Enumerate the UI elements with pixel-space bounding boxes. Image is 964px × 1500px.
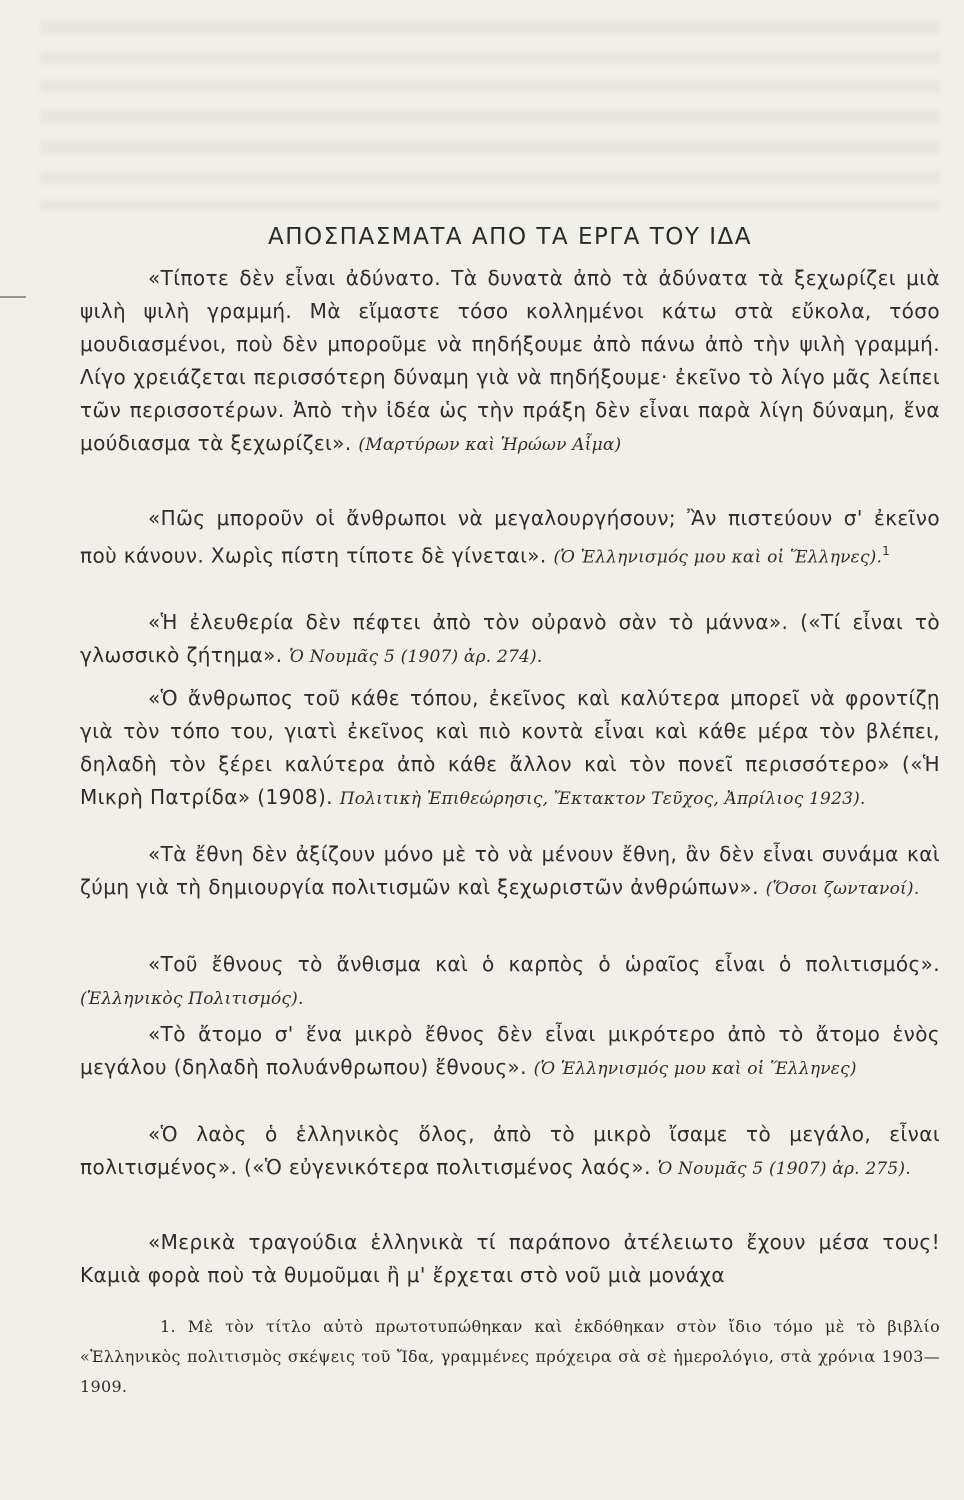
- paragraph-citation: (Ὅσοι ζωντανοί).: [765, 879, 920, 899]
- paragraph-5: [80, 838, 940, 906]
- paragraph-citation: (Ἑλληνικὸς Πολιτισμός).: [80, 989, 304, 1009]
- paragraph-citation: Ὁ Νουμᾶς 5 (1907) ἀρ. 275).: [657, 1159, 911, 1179]
- paragraph-7: [80, 1018, 940, 1086]
- paragraph-citation: Ὁ Νουμᾶς 5 (1907) ἀρ. 274).: [289, 647, 543, 667]
- paragraph-text: «Ὁ λαὸς ὁ ἑλληνικὸς ὅλος, ἀπὸ τὸ μικρὸ ἴσαμε τὸ μεγάλο, εἶναι πολιτισμένος». («Ὁ εὐγενικότερα πολιτισμένος λαός».: [80, 1122, 940, 1179]
- paragraph-6: [80, 948, 940, 1016]
- paragraph-citation: (Ὁ Ἑλληνισμός μου καὶ οἱ Ἕλληνες): [533, 1059, 857, 1079]
- paragraph-text: «Ἡ ἐλευθερία δὲν πέφτει ἀπὸ τὸν οὐρανὸ σὰν τὸ μάννα». («Τί εἶναι τὸ γλωσσικὸ ζήτημα».: [80, 610, 940, 667]
- page-title: ΑΠΟΣΠΑΣΜΑΤΑ ΑΠΟ ΤΑ ΕΡΓΑ ΤΟΥ ΙΔΑ: [268, 224, 752, 250]
- paragraph-8: [80, 1118, 940, 1186]
- paragraph-9: [80, 1226, 940, 1292]
- paragraph-text: «Ὁ ἄνθρωπος τοῦ κάθε τόπου, ἐκεῖνος καὶ καλύτερα μπορεῖ νὰ φροντίζῃ γιὰ τὸν τόπο του, γιατὶ ἐκεῖνος καὶ πιὸ κοντὰ εἶναι καὶ κάθε μέρα τὸν βλέπει, δηλαδὴ τὸν ξέρει καλύτερα ἀπὸ κάθε ἄλλον καὶ τὸν πονεῖ περισσότερο» («Ἡ Μικρὴ Πατρίδα» (1908).: [80, 686, 940, 809]
- paragraph-3: [80, 606, 940, 674]
- paragraph-text: «Τὸ ἄτομο σ' ἕνα μικρὸ ἔθνος δὲν εἶναι μικρότερο ἀπὸ τὸ ἄτομο ἑνὸς μεγάλου (δηλαδὴ πολυάνθρωπου) ἔθνους».: [80, 1022, 940, 1079]
- bleed-through-text: [40, 20, 940, 210]
- footnote: 1. Μὲ τὸν τίτλο αὐτὸ πρωτοτυπώθηκαν καὶ ἐκδόθηκαν στὸν ἴδιο τόμο μὲ τὸ βιβλίο «Ἑλληνικὸς πολιτισμὸς σκέψεις τοῦ Ἴδα, γραμμένες πρόχειρα σὰ σὲ ἡμερολόγιο, στὰ χρόνια 1903—1909.: [80, 1317, 940, 1396]
- paragraph-citation: (Ὁ Ἑλληνισμός μου καὶ οἱ Ἕλληνες).: [553, 547, 883, 568]
- paragraph-text: «Μερικὰ τραγούδια ἑλληνικὰ τί παράπονο ἀτέλειωτο ἔχουν μέσα τους! Καμιὰ φορὰ ποὺ τὰ θυμοῦμαι ἢ μ' ἔρχεται στὸ νοῦ μιὰ μονάχα: [80, 1230, 940, 1287]
- paragraph-text: «Πῶς μποροῦν οἱ ἄνθρωποι νὰ μεγαλουργήσουν; Ἂν πιστεύουν σ' ἐκεῖνο ποὺ κάνουν. Χωρὶς πίστη τίποτε δὲ γίνεται».: [80, 506, 940, 568]
- paragraph-1: [80, 262, 940, 462]
- paragraph-2: [80, 502, 940, 575]
- paragraph-text: «Τοῦ ἔθνους τὸ ἄνθισμα καὶ ὁ καρπὸς ὁ ὡραῖος εἶναι ὁ πολιτισμός».: [148, 952, 940, 976]
- paragraph-4: [80, 682, 940, 816]
- paragraph-text: «Τὰ ἔθνη δὲν ἀξίζουν μόνο μὲ τὸ νὰ μένουν ἔθνη, ἂν δὲν εἶναι συνάμα καὶ ζύμη γιὰ τὴ δημιουργία πολιτισμῶν καὶ ξεχωριστῶν ἀνθρώπων».: [80, 842, 940, 899]
- paragraph-text: «Τίποτε δὲν εἶναι ἀδύνατο. Τὰ δυνατὰ ἀπὸ τὰ ἀδύνατα τὰ ξεχωρίζει μιὰ ψιλὴ ψιλὴ γραμμή. Μὰ εἴμαστε τόσο κολλημένοι κάτω στὰ εὔκολα, τόσο μουδιασμένοι, ποὺ δὲν μποροῦμε νὰ πηδήξουμε ἀπὸ πάνω ἀπὸ τὴν ψιλὴ γραμμή. Λίγο χρειάζεται περισσότερη δύναμη γιὰ νὰ πηδήξουμε· ἐκεῖνο τὸ λίγο μᾶς λείπει τῶν περισσοτέρων. Ἀπὸ τὴν ἰδέα ὡς τὴν πράξη δὲν εἶναι παρὰ λίγη δύναμη, ἕνα μούδιασμα τὰ ξεχωρίζει».: [80, 266, 940, 455]
- paragraph-citation: (Μαρτύρων καὶ Ἡρώων Αἷμα): [358, 435, 622, 455]
- margin-mark: [0, 296, 26, 298]
- footnote-mark: 1: [882, 544, 891, 558]
- paragraph-citation: Πολιτικὴ Ἐπιθεώρησις, Ἔκτακτον Τεῦχος, Ἀπρίλιος 1923).: [339, 789, 866, 809]
